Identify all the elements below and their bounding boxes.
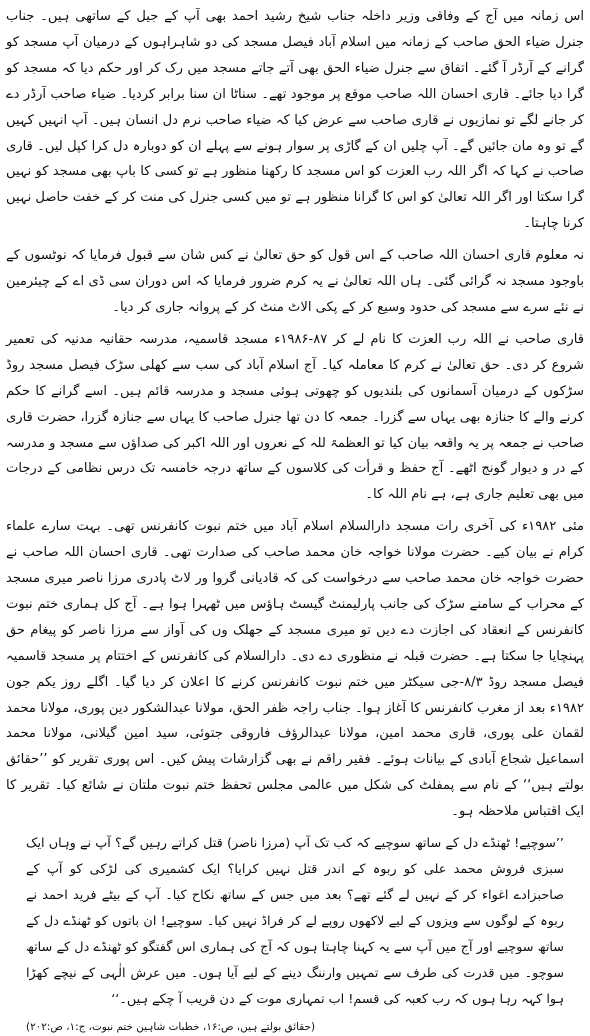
speech-quote: ’’سوچیے! ٹھنڈے دل کے ساتھ سوچیے کہ کب تک آپ (مرزا ناصر) قتل کراتے رہیں گے؟ آپ نے وہاں ایک سبزی فروش محمد علی کو ربوہ کے اندر قتل نہیں کرایا؟ ایک کشمیری کی لڑکی کو آپ کے صاحبزادے اغواء کر کے نہیں لے گئے تھے؟ بعد میں جس کے ساتھ نکاح کیا۔ آپ کے بیٹے فرید احمد نے ربوہ کے لوگوں سے ویزوں کے لیے لاکھوں روپے لے کر فراڈ نہیں کیا۔ سوچیے! ان باتوں کو ٹھنڈے دل کے ساتھ سوچیے اور آج میں آپ سے یہ کہنا چاہتا ہوں کہ آج کی ہماری اس گفتگو کو ٹھنڈے دل کے ساتھ سوچو۔ میں قدرت کی طرف سے تمہیں وارننگ دینے کے لیے آیا ہوں۔ میں عرش الٰہی کے نیچے کھڑا ہوا کہہ رہا ہوں کہ رب کعبہ کی قسم! اب تمہاری موت کے دن قریب آ چکے ہیں۔‘‘: [26, 836, 564, 1007]
paragraph-khatm-e-nubuwwat-conference: مئی ۱۹۸۲ء کی آخری رات مسجد دارالسلام اسلام آباد میں ختم نبوت کانفرنس تھی۔ بہت سارے علماء کرام نے بیان کیے۔ حضرت مولانا خواجہ خان محمد صاحب کی صدارت تھی۔ قاری احسان اللہ صاحب نے حضرت خواجہ خان محمد صاحب سے درخواست کی کہ قادیانی گروا ور لاٹ پادری مرزا ناصر میری مسجد کے محراب کے سامنے سڑک کی جانب پارلیمنٹ گیسٹ ہاؤس میں ٹھہرا ہوا ہے۔ آج کل ہماری ختم نبوت کانفرنس کے انعقاد کی اجازت دے دیں تو میری مسجد کے جھلک وں کی آواز سے مرزا ناصر کو پیغام حق پہنچایا جا سکتا ہے۔ حضرت قبلہ نے منظوری دے دی۔ دارالسلام کی کانفرنس کے اختتام پر مسجد قاسمیہ فیصل مسجد روڈ ۸/۳-جی سیکٹر میں ختم نبوت کانفرنس کرنے کا اعلان کر دیا گیا۔ اگلے روز یکم جون ۱۹۸۲ء بعد از مغرب کانفرنس کا آغاز ہوا۔ جناب راجہ ظفر الحق، مولانا عبدالشکور دین پوری، مولانا محمد لقمان علی پوری، قاری محمد امین، مولانا عبدالرؤف فاروقی جتوئی، سید امین گیلانی، مولانا محمد اسماعیل شجاع آبادی کے بیانات ہوئے۔ فقیر راقم نے بھی گزارشات پیش کیں۔ اس پوری تقریر کو ’’حقائق بولتے ہیں‘‘ کے نام سے پمفلٹ کی شکل میں عالمی مجلس تحفظ ختم نبوت ملتان نے شائع کیا۔ تقریر کا ایک اقتباس ملاحظہ ہو۔: [6, 519, 585, 820]
paragraph-construction: قاری صاحب نے اللہ رب العزت کا نام لے کر ۸۷-۱۹۸۶ء مسجد قاسمیہ، مدرسہ حقانیہ مدنیہ کی تعمیر شروع کر دی۔ حق تعالیٰ نے کرم کا معاملہ کیا۔ آج اسلام آباد کی سب سے کھلی سڑک فیصل مسجد روڈ سڑکوں کے درمیان آسمانوں کی بلندیوں کو چھوتی ہوئی مسجد و مدرسہ قائم ہیں۔ اسے گرانے کا حکم کرنے والے کا جنازہ بھی یہاں سے گزرا۔ جمعہ کا دن تھا جنرل صاحب کا یہاں سے جنازہ گزرا، حضرت قاری صاحب نے جمعہ پر یہ واقعہ بیان کیا تو العظمۃ للہ کے نعروں اور اللہ اکبر کی صداؤں سے مسجد و مدرسہ کے در و دیوار گونج اٹھے۔ آج حفظ و قرأت کی کلاسوں کے ساتھ درجہ خامسہ تک درس نظامی کے درجات میں بھی تعلیم جاری ہے، ہے نام اللہ کا۔: [6, 331, 584, 503]
paragraph-cda-allotment: نہ معلوم قاری احسان اللہ صاحب کے اس قول کو حق تعالیٰ نے کس شان سے قبول فرمایا کہ نوٹسوں کے باوجود مسجد نہ گرائی گئی۔ ہاں اللہ تعالیٰ نے یہ کرم ضرور فرمایا کہ اس دوران سی ڈی اے کے چیئرمین نے نئے سرے سے مسجد کی حدود وسیع کر کے پکی الاٹ منٹ کر کے پروانہ جاری کر دیا۔: [6, 248, 584, 315]
citation-line: [6, 1018, 584, 1036]
paragraph-faisal-mosque-order: اس زمانہ میں آج کے وفاقی وزیر داخلہ جناب شیخ رشید احمد بھی آپ کے جیل کے ساتھی ہیں۔ جناب جنرل ضیاء الحق صاحب کے زمانہ میں اسلام آباد فیصل مسجد کی دو شاہراہوں کے درمیان آپ مسجد کو گرانے کے آرڈر آ گئے۔ اتفاق سے جنرل ضیاء الحق بھی آتے جاتے مسجد میں رک کر اور حکم دیا کہ مسجد کو گرا دیا جائے۔ قاری احسان اللہ صاحب موقع پر موجود تھے۔ سناٹا ان سنا برابر کردیا۔ ضیاء صاحب آرڈر دے کر جانے لگے تو نمازیوں نے قاری صاحب سے عرض کیا کہ ضیاء صاحب نرم دل انسان ہیں۔ آپ انہیں کہیں گے تو وہ مان جائیں گے۔ آپ چلیں ان کے گاڑی پر سوار ہونے سے پہلے ان کو دوبارہ دل کرا کپل لیں۔ قاری صاحب نے کہا کہ اگر اللہ رب العزت کو اس مسجد کا رکھنا منظور ہے تو کسی کا باپ بھی مسجد کو نہیں گرا سکتا اور اگر اللہ تعالیٰ کو اس کا گرانا منظور ہے تو میں کسی جنرل کی منت کر کے خفت حاصل نہیں کرنا چاہتا۔: [6, 9, 584, 232]
speech-quote-block: [26, 831, 564, 1012]
citation-text: (حقائق بولتے ہیں، ص:۱۶، خطبات شاہین ختم نبوت، ج:۱، ص:۲۰۲): [26, 1021, 316, 1034]
text-column: [6, 4, 584, 1012]
